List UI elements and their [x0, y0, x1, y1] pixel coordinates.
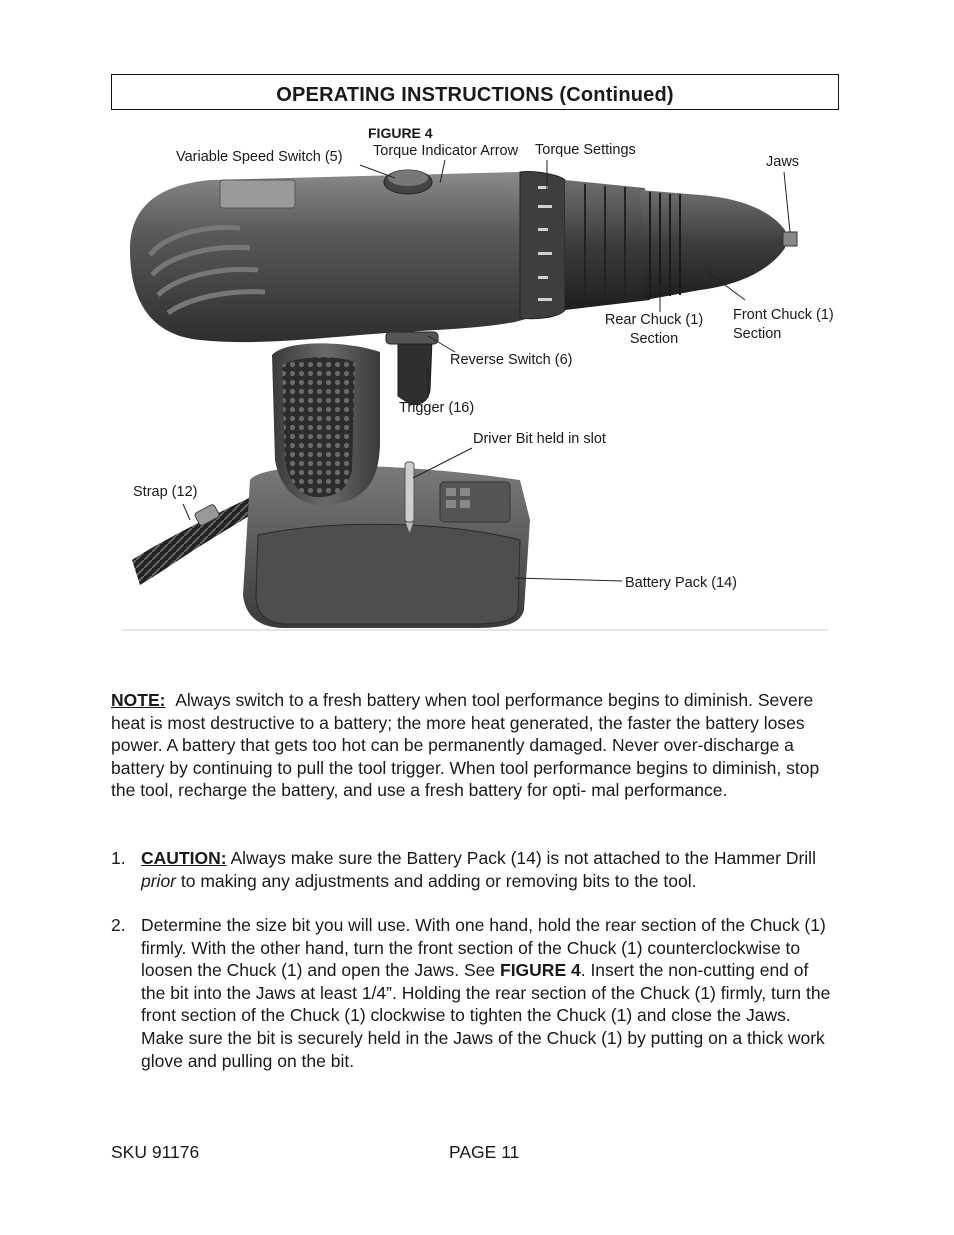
callout-front-chuck: [733, 306, 834, 344]
callout-driver-bit: Driver Bit held in slot: [473, 431, 606, 447]
figure-reference: FIGURE 4: [500, 960, 581, 981]
step-1-text-b: to making any adjustments and adding or removing bits to the tool.: [180, 870, 697, 891]
callout-torque-settings: Torque Settings: [535, 142, 636, 158]
section-title: OPERATING INSTRUCTIONS (Continued): [276, 84, 674, 106]
figure-title: FIGURE 4: [368, 125, 433, 141]
step-number: 2.: [111, 915, 126, 935]
footer-sku: SKU 91176: [111, 1142, 200, 1162]
callout-variable-speed-switch: Variable Speed Switch (5): [176, 149, 343, 165]
callout-strap: Strap (12): [133, 484, 198, 500]
callout-trigger: Trigger (16): [399, 400, 475, 416]
footer-page-number: PAGE 11: [449, 1142, 520, 1162]
note-paragraph: [111, 689, 831, 802]
callout-front-chuck-line1: Front Chuck (1): [733, 307, 834, 323]
step-2-text-b: . Insert the non-cutting end of the bit into the Jaws at least 1/4”. Holding the rear section of the Chuck (1) firmly, turn the front section of the Chuck (1) clockwise to tighten the Chuck (1) and close the Jaws. Make sure the bit is securely held in the Jaws of the Chuck (1) by putting on a thick work glove and pulling on the bit.: [141, 960, 831, 1071]
note-label: NOTE:: [111, 690, 166, 710]
callout-battery-pack: Battery Pack (14): [625, 575, 738, 591]
note-text: Always switch to a fresh battery when tool performance begins to diminish. Severe heat is most destructive to a battery; the more heat generated, the faster the battery loses power. A battery that gets too hot can be permanently damaged. Never over-discharge a battery by continuing to pull the tool trigger. When tool performance begins to diminish, stop the tool, recharge the battery, and use a fresh battery for opti- mal performance.: [111, 690, 820, 801]
step-1-italic: prior: [141, 870, 177, 891]
step-1-text-a: Always make sure the Battery Pack (14) is not attached to the Hammer Drill: [230, 848, 816, 868]
callout-rear-chuck: [600, 311, 708, 349]
step-2-text-a: Determine the size bit you will use. With one hand, hold the rear section of the Chuck (1) firmly. With the other hand, turn the front section of the Chuck (1) counterclockwise to loosen the Chuck (1) and open the Jaws. See: [141, 915, 826, 981]
callout-jaws: Jaws: [766, 154, 800, 170]
step-1: [111, 847, 831, 892]
callout-reverse-switch: Reverse Switch (6): [450, 352, 573, 368]
callout-rear-chuck-line1: Rear Chuck (1): [604, 312, 704, 328]
step-2: [111, 914, 831, 1072]
callout-torque-indicator-arrow: Torque Indicator Arrow: [373, 143, 519, 159]
callout-rear-chuck-line2: Section: [629, 331, 679, 347]
caution-label: CAUTION:: [141, 848, 227, 868]
callout-front-chuck-line2: Section: [733, 326, 782, 342]
step-number: 1.: [111, 848, 126, 868]
